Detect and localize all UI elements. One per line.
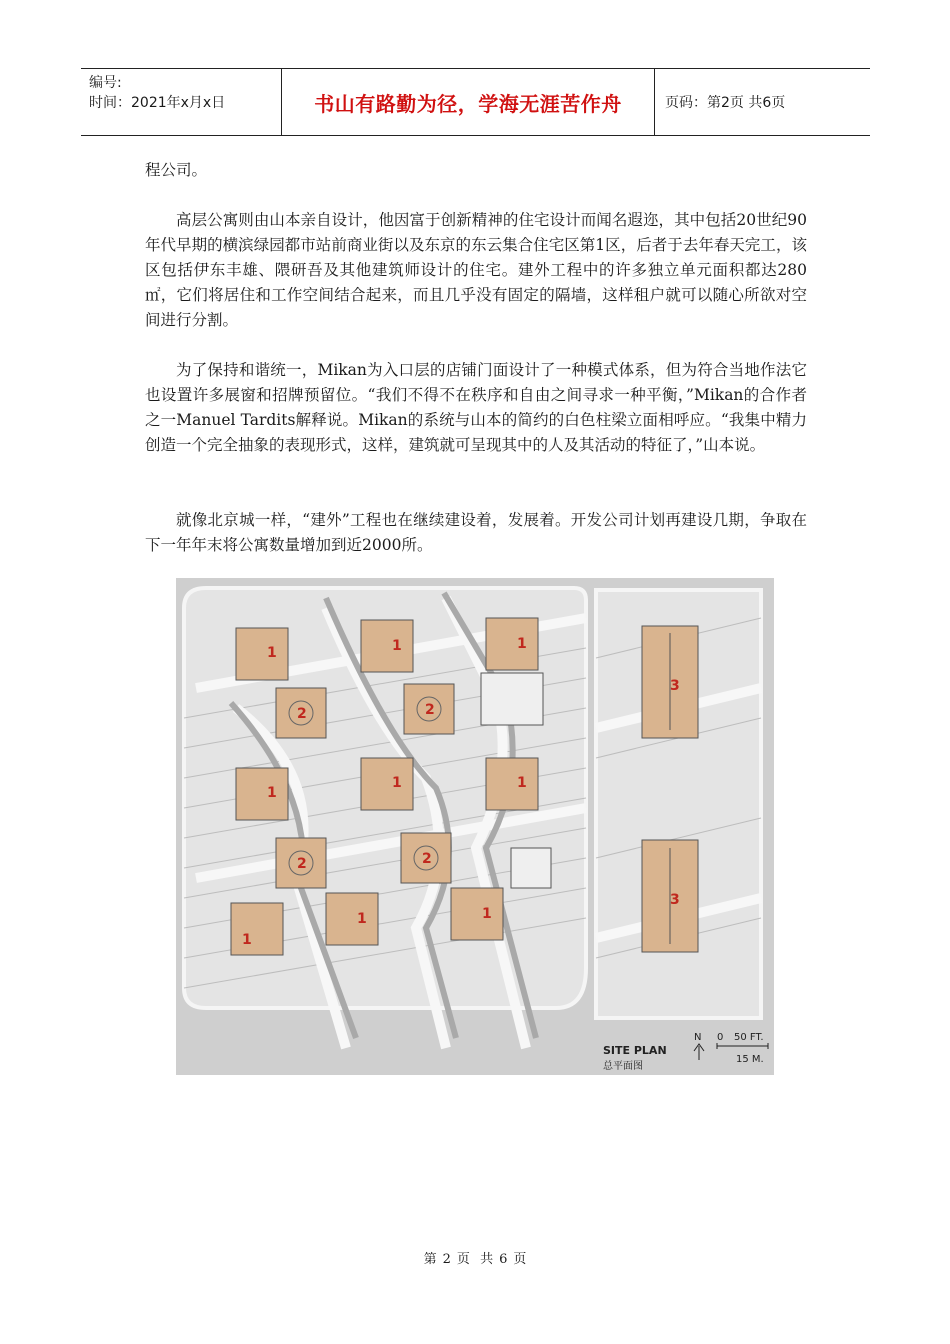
scale-feet: 50 FT.	[734, 1032, 764, 1043]
site-plan-image	[176, 578, 774, 1075]
body-paragraph-2: 为了保持和谐统一，Mikan为入口层的店铺门面设计了一种模式体系，但为符合当地作法它也设置许多展窗和招牌预留位。“我们不得不在秩序和自由之间寻求一种平衡，”Mikan的合作者之一Manuel Tardits解释说。Mikan的系统与山本的简约的白色柱梁立面相呼应。“我集中精力创造一个完全抽象的表现形式，这样，建筑就可呈现其中的人及其活动的特征了，”山本说。	[145, 361, 807, 454]
page-header	[81, 68, 870, 136]
header-meta	[81, 69, 282, 135]
site-plan-cn-label: 总平面图	[603, 1061, 643, 1072]
header-motto: 书山有路勤为径，学海无涯苦作舟	[282, 69, 655, 135]
tower-1-label: 1	[267, 645, 277, 661]
tower-2-label: 2	[297, 706, 307, 722]
tower-1-label: 1	[392, 638, 402, 654]
north-label: N	[694, 1032, 702, 1043]
body-paragraph-1: 高层公寓则由山本亲自设计，他因富于创新精神的住宅设计而闻名遐迩，其中包括20世纪90年代早期的横滨绿园都市站前商业街以及东京的东云集合住宅区第1区，后者于去年春天完工，该区包括伊东丰雄、隈研吾及其他建筑师设计的住宅。建外工程中的许多独立单元面积都达280㎡，它们将居住和工作空间结合起来，而且几乎没有固定的隔墙，这样租户就可以随心所欲对空间进行分割。	[145, 211, 807, 329]
date-label: 时间：2021年x月x日	[89, 95, 226, 111]
serial-label: 编号:	[89, 75, 122, 91]
body-paragraph-0: 程公司。	[145, 161, 208, 179]
header-page-label: 页码：第2页 共6页	[665, 95, 786, 111]
tower-2-label: 2	[297, 856, 307, 872]
site-plan-label: SITE PLAN	[603, 1044, 667, 1057]
scale-zero: 0	[717, 1032, 724, 1043]
current-page-number: 2	[442, 1252, 451, 1267]
tower-3-label: 3	[670, 892, 680, 908]
tower-1-label: 1	[517, 636, 527, 652]
tower-1-label: 1	[392, 775, 402, 791]
tower-1-label: 1	[242, 932, 252, 948]
body-paragraph-3: 就像北京城一样，“建外”工程也在继续建设着，发展着。开发公司计划再建设几期，争取在下一年年末将公寓数量增加到近2000所。	[145, 511, 807, 554]
tower-1-label: 1	[357, 911, 367, 927]
tower-1-label: 1	[482, 906, 492, 922]
page-footer: 第 2 页 共 6 页	[423, 1252, 527, 1267]
tower-2-label: 2	[425, 702, 435, 718]
total-pages-number: 6	[499, 1252, 508, 1267]
tower-1-label: 1	[267, 785, 277, 801]
tower-2-label: 2	[422, 851, 432, 867]
scale-meters: 15 M.	[736, 1054, 764, 1065]
tower-3-label: 3	[670, 678, 680, 694]
tower-1-label: 1	[517, 775, 527, 791]
